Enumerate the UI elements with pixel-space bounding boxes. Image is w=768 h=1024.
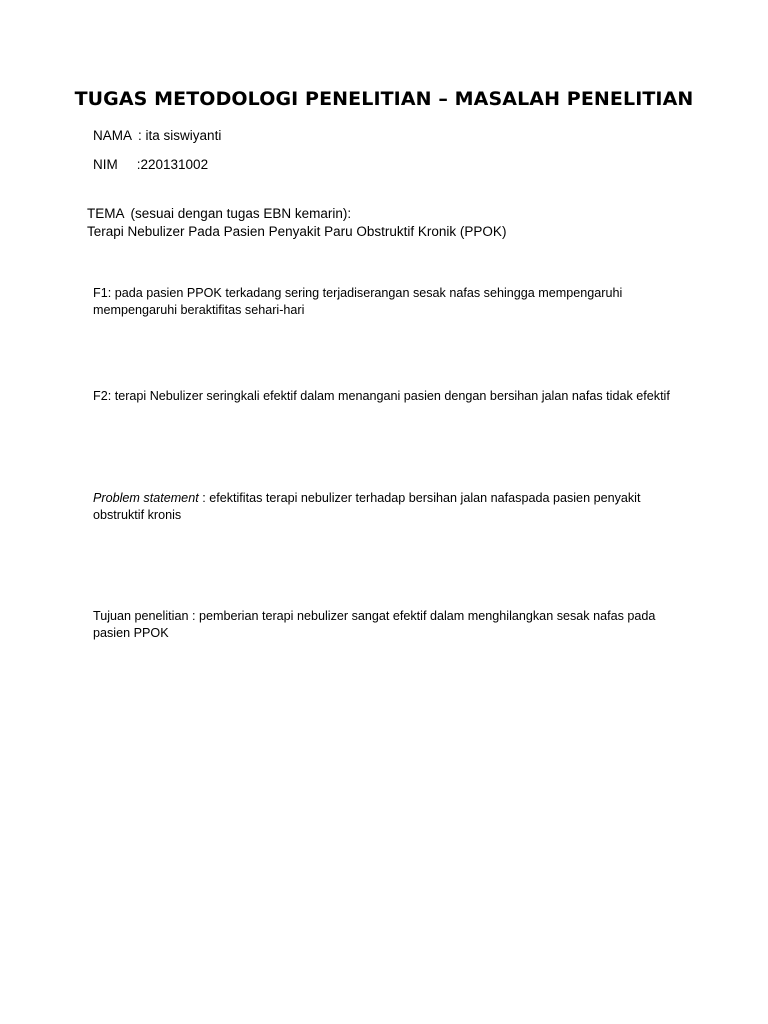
nim-value: :220131002 [136,157,209,172]
f2-paragraph: F2: terapi Nebulizer seringkali efektif dalam menangani pasien dengan bersihan jalan nafas tidak efektif [93,389,670,403]
nama-label: NAMA [93,128,133,143]
tema-value: Terapi Nebulizer Pada Pasien Penyakit Paru Obstruktif Kronik (PPOK) [87,224,507,239]
nama-line [93,128,221,143]
tema-heading [87,205,506,223]
tema-note: (sesuai dengan tugas EBN kemarin): [130,206,352,221]
tujuan-paragraph: Tujuan penelitian : pemberian terapi nebulizer sangat efektif dalam menghilangkan sesak nafas pada pasien PPOK [93,609,656,640]
nim-line [93,157,208,172]
problem-statement-paragraph [93,490,683,524]
nama-value: ita siswiyanti [145,128,222,143]
document-title: TUGAS METODOLOGI PENELITIAN – MASALAH PENELITIAN [74,88,694,110]
problem-statement-label: Problem statement [93,491,199,505]
nama-separator: : [138,128,142,143]
tema-section [87,205,506,241]
problem-statement-text: : efektifitas terapi nebulizer terhadap bersihan jalan nafaspada pasien penyakit obstruktif kronis [93,491,641,522]
tema-label: TEMA [87,206,125,221]
nim-label: NIM [93,157,118,172]
f1-paragraph: F1: pada pasien PPOK terkadang sering terjadiserangan sesak nafas sehingga mempengaruhi mempengaruhi beraktifitas sehari-hari [93,286,623,317]
